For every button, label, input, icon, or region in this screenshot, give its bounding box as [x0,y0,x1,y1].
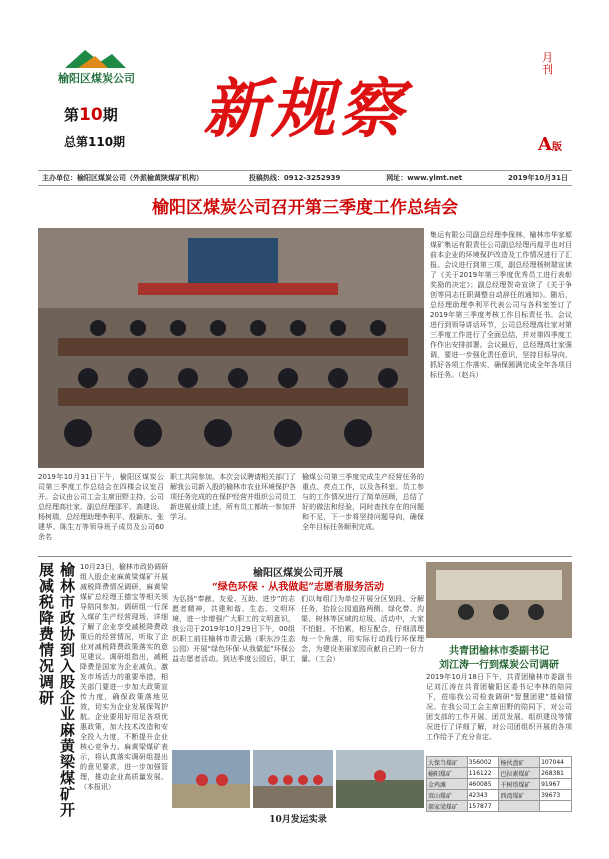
shipping-title: 10月发运实录 [269,815,327,825]
phone-text: 投稿热线：0912-3252939 [248,174,341,182]
stats-value: 91967 [540,779,572,790]
lead-text-col3: 榆煤公司第三季度完成生产经营任务的重点、亮点工作，以及各科室、员工参与的工作情况进行了简单回顾，总结了好的做法和经验，同时查找存在的问题和不足，下一步将坚持问题导向，确保全年目标任务顺利完成。 [302,473,424,531]
right-article-text: 2019年10月18日下午，共青团榆林市委副书记刘江涛在共青团榆阳区委书记李林的陪同下，莅临我公司检查调研“智慧团建”基础情况。在我公司工会主席田野的陪同下，对公司团支部的工作开展、团员发展、组织建设等情况进行了详细了解，对公司团组织开展的各项工作给予了充分肯定。 [426,673,572,741]
issue-number: 第10期 [64,105,118,125]
company-name: 榆阳区煤炭公司 [58,72,135,85]
lead-text-col2: 职工共同参加。本次会议聘请相关部门了解我公司新入股的榆林市农业环境保护各项任务完成的在保护经营并组织公司员工新进展业绩上述，所有员工都统一参加并学习。 [170,473,296,521]
meeting-photo [38,228,424,468]
lead-headline: 榆阳区煤炭公司召开第三季度工作总结会 [152,198,458,218]
stats-mine-name: 西湾煤矿 [499,790,540,801]
lead-text-right: 集运有限公司副总经理李保林、榆林市华家塬煤矿集运有限责任公司副总经理丙煌平也对目前本企业的环境保护改造及工作情况进行了汇报。会议进行到第三项，副总经理杨树瑞宣读了《关于2019年第三季度优秀员工进行表彰奖励的决定》；副总经理贺奇宣读了《关于争创等同志任职调整自动辞任的通知》。随后，总经理助理李利平代表公司与各科室签订了2019年第三季度考核工作目标责任书。会议进行到领导讲话环节，公司总经理高壮家对第三季度工作进行了全面总结，并对第四季度工作作出安排部署。会议最后，总经理高壮家强调，要进一步强化责任意识，坚持目标导向，抓好各项工作落实，确保圆满完成全年各项目标任务。（赵兵） [430,231,572,379]
stats-value: 268381 [540,768,572,779]
youth-league-photo [426,562,572,638]
info-bar [38,170,572,186]
stats-row [427,768,572,779]
date-text: 2019年10月31日 [508,174,568,182]
volunteer-photo-3 [336,750,424,808]
periodic-label: 月刊 [542,51,553,76]
center-article-title2: “绿色环保 · 从我做起”志愿者服务活动 [212,582,384,593]
stats-value: 356002 [467,757,499,768]
shipping-stats-table [426,756,572,812]
left-article-title: 榆林市政协到入股企业麻黄梁煤矿开展减税降费情况调研 [37,562,76,818]
stats-row [427,757,572,768]
stats-value: 39673 [540,790,572,801]
stats-row [427,801,572,812]
masthead [38,38,572,166]
stats-value: 157877 [467,801,499,812]
stats-row [427,790,572,801]
edition-label: A版 [538,134,562,155]
stats-value: 107044 [540,757,572,768]
stats-value [540,801,572,812]
right-article-title2: 刘江涛一行到煤炭公司调研 [439,660,559,671]
stats-value: 42343 [467,790,499,801]
center-article-text: 为弘扬“奉献、友爱、互助、进步”的志愿者精神，共建和谐、生态、文明环境，进一步增强广大职工的文明意识，我公司于2019年10月29日下午，00组织职工前往榆林市青云路（职东沙生态公园）开展“绿色环保·从我做起”环保公益志愿者活动。到达季度公园后，职工们以每组门为单位开展分区划段、分解任务，拾捡公园道路两侧、绿化带、沟渠、树林等区域的垃圾。活动中，大家不怕脏、不怕累，相互配合，仔细清理每一个角落，用实际行动践行环保理念，为建设美丽家园贡献自己的一份力量。（工会） [172,595,424,663]
website-text: 网址：www.ylmt.net [386,174,463,182]
center-article-title1: 榆阳区煤炭公司开展 [253,568,343,579]
total-issue: 总第110期 [64,135,126,149]
sponsor-text: 主办单位：榆阳区煤炭公司（外派榆黄陕煤矿机构） [42,174,203,182]
volunteer-photo-2 [253,750,333,808]
stats-mine-name: 榆阳煤矿 [427,768,468,779]
stats-mine-name: 千树塔煤矿 [499,779,540,790]
stats-mine-name: 大保当煤矿 [427,757,468,768]
volunteer-photo-1 [172,750,250,808]
newspaper-title: 新规察 [203,72,407,147]
stats-mine-name: 杨伙盘矿 [499,757,540,768]
right-article-title1: 共青团榆林市委副书记 [449,646,549,657]
stats-mine-name: 金鸡滩 [427,779,468,790]
stats-mine-name: 郝家梁煤矿 [427,801,468,812]
left-article-text: 10月23日，榆林市政协调研组入股企业麻黄梁煤矿开展减税降费情况调研，麻黄梁煤矿总经理王德宝等相关领导陪同参加。调研组一行深入煤矿生产经营现场，详细了解了企业享受减税降费政策后的经营情况，听取了企业对减税降费政策落实的意见建议。调研组指出，减税降费是国家为企业减负、激发市场活力的重要举措，相关部门要进一步加大政策宣传力度，确保政策落地见效，切实为企业发展保驾护航。企业要用好用足各项优惠政策，加大技术改造和安全投入力度，不断提升企业核心竞争力。麻黄梁煤矿表示，将认真落实调研组提出的意见要求，进一步加强管理，推动企业高质量发展。（本报讯） [80,563,168,791]
stats-mine-name: 双山煤矿 [427,790,468,801]
stats-value: 116122 [467,768,499,779]
stats-mine-name: 巴拉素煤矿 [499,768,540,779]
lead-text-col1: 2019年10月31日下午，榆阳区煤炭公司第三季度工作总结会在四楼会议室召开。会议由公司工会主席田野主持，公司总经理高壮家、副总经理邵平、高建设、杨树瑞，总经理助理李利平、殷颖东、张建华、陈生万等领导班子成员及公司60余名 [38,473,164,541]
stats-row [427,779,572,790]
newspaper-page [38,38,572,828]
stats-mine-name [499,801,540,812]
divider [38,556,572,557]
stats-value: 460085 [467,779,499,790]
